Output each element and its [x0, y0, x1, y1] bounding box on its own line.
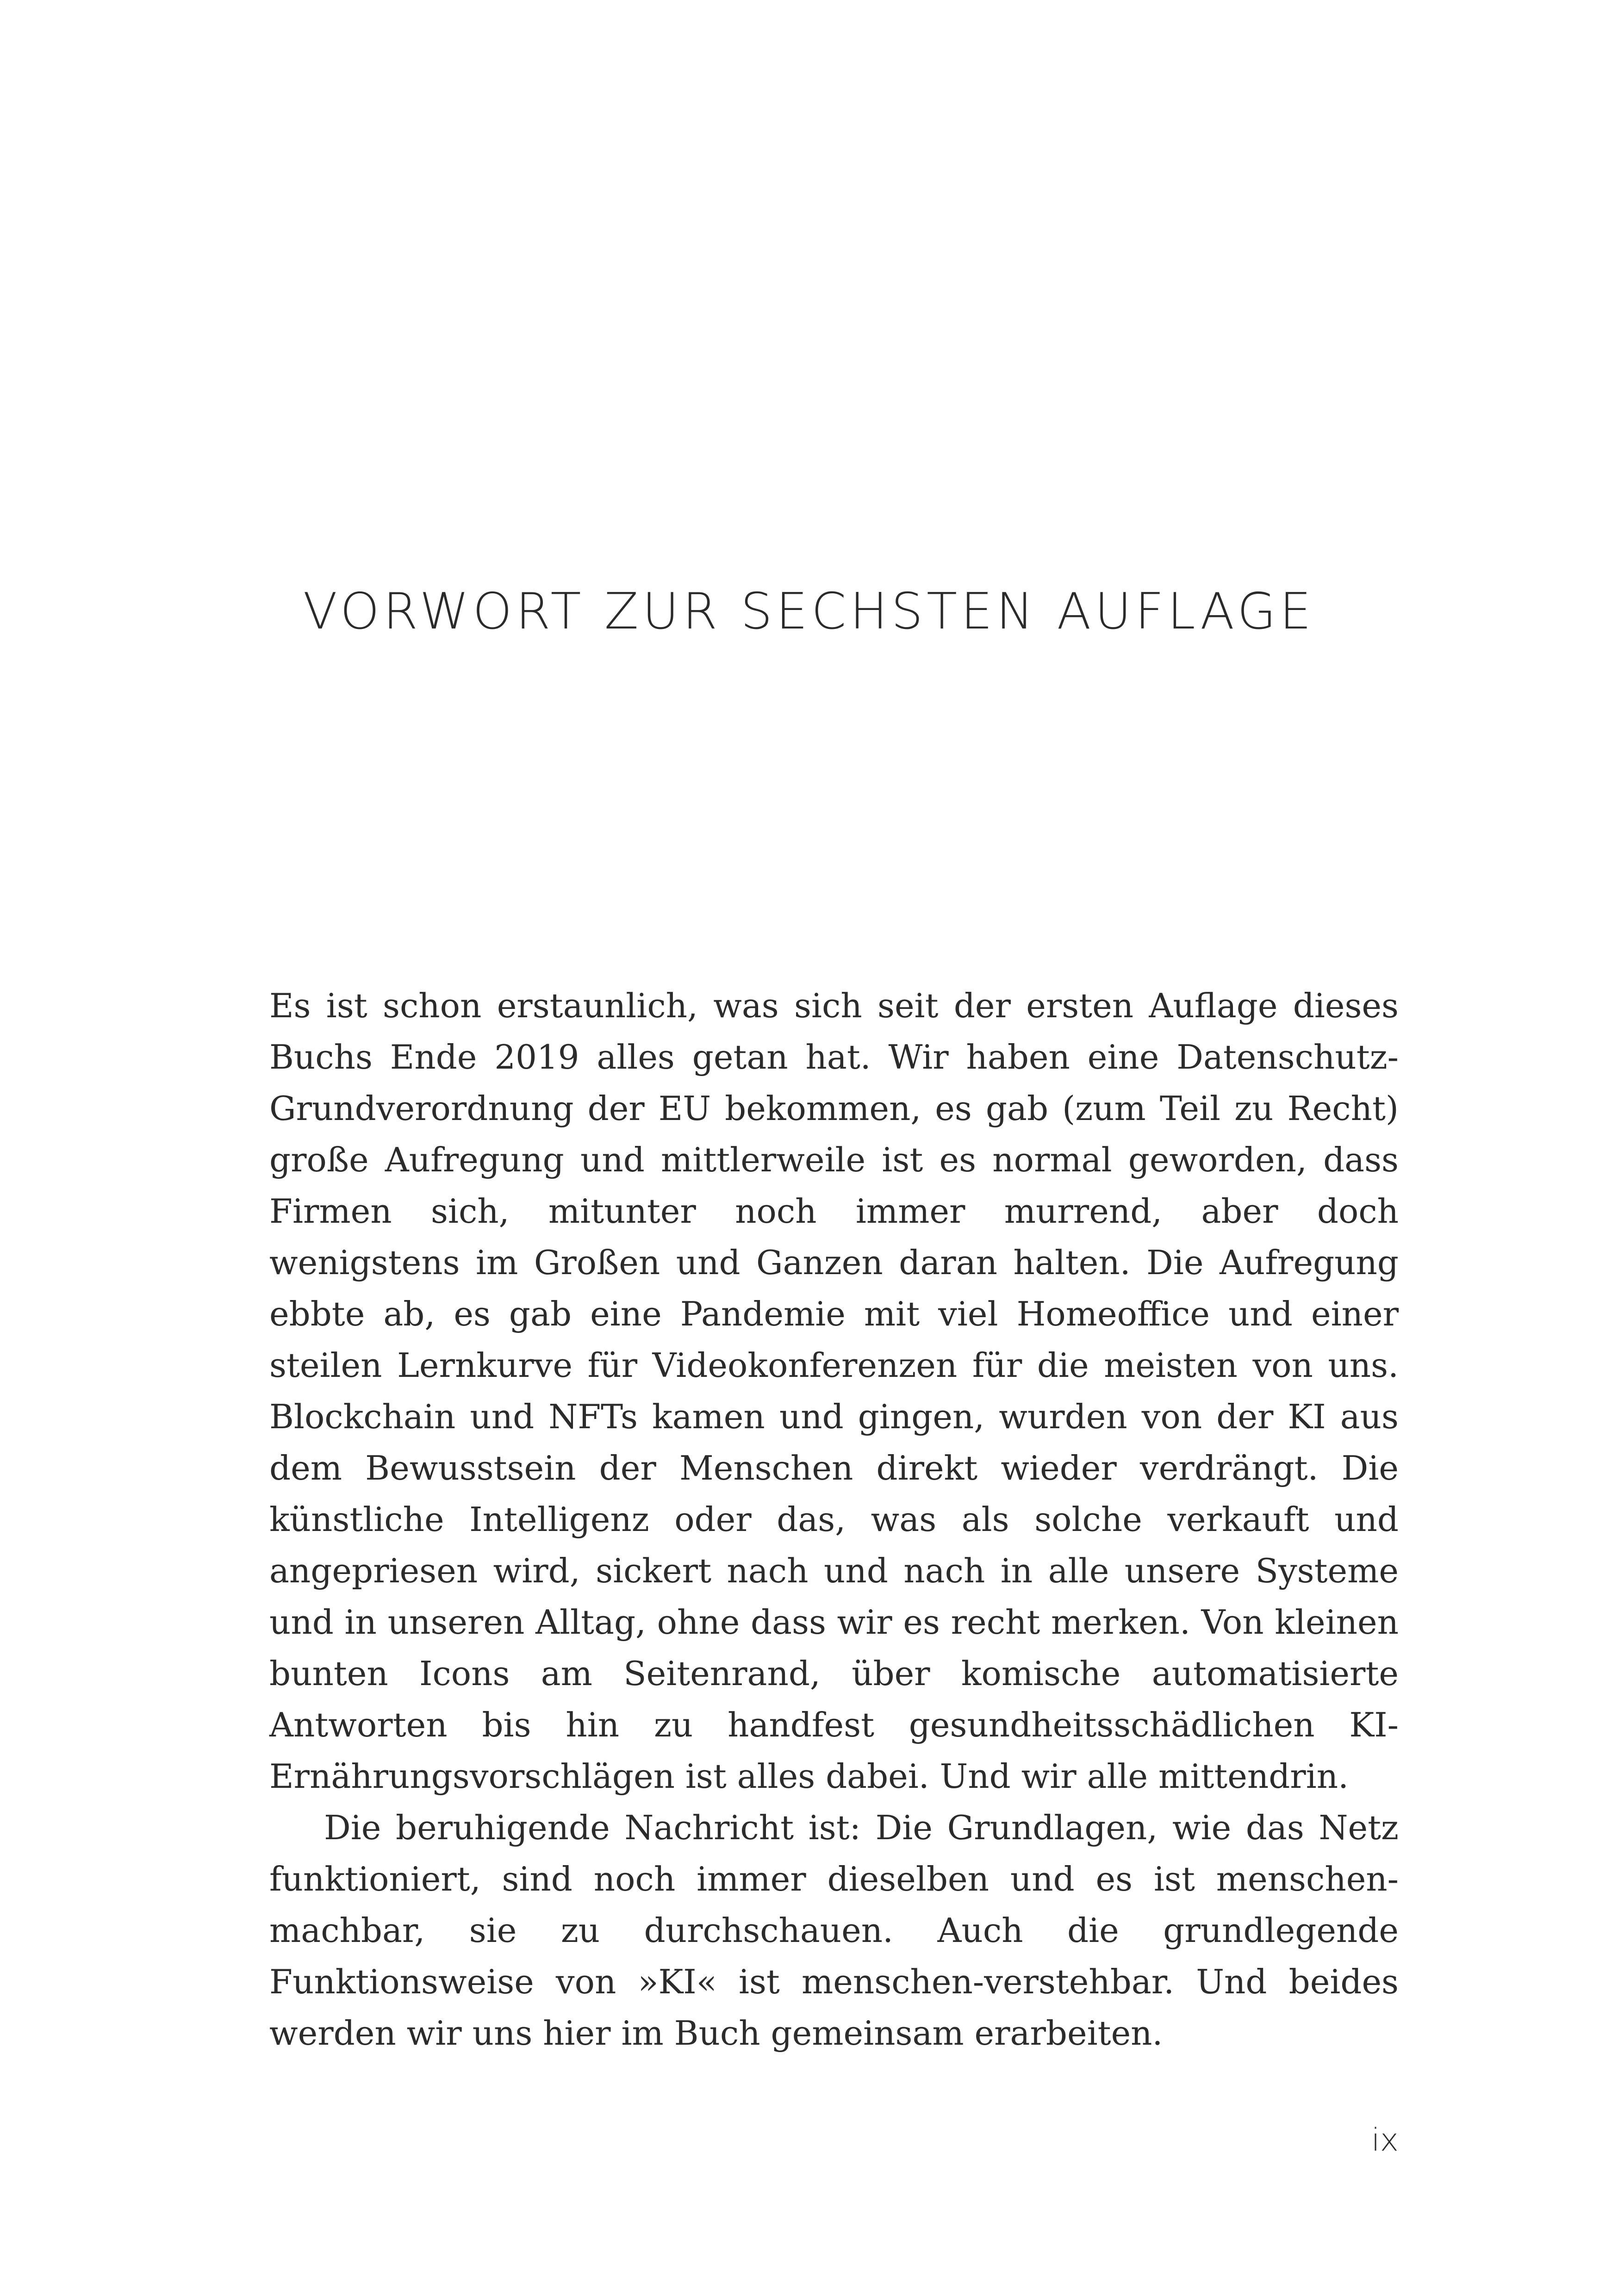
- body-text: [269, 980, 1399, 2059]
- paragraph-1: Es ist schon erstaunlich, was sich seit der ersten Auflage dieses Buchs Ende 2019 alles getan hat. Wir haben eine Datenschutz-Grundverordnung der EU bekommen, es gab (zum Teil zu Recht) große Aufregung und mittlerweile ist es normal geworden, dass Firmen sich, mitunter noch immer murrend, aber doch wenigstens im Großen und Ganzen daran halten. Die Aufregung ebbte ab, es gab eine Pandemie mit viel Homeoffice und einer steilen Lernkurve für Videokonferenzen für die meisten von uns. Blockchain und NFTs kamen und gingen, wurden von der KI aus dem Bewusstsein der Menschen direkt wieder verdrängt. Die künstliche Intelligenz oder das, was als solche verkauft und angepriesen wird, sickert nach und nach in alle unsere Systeme und in unseren Alltag, ohne dass wir es recht merken. Von kleinen bunten Icons am Seitenrand, über komische automatisierte Antworten bis hin zu handfest gesundheitsschädlichen KI-Ernährungsvorschlägen ist alles dabei. Und wir alle mittendrin.: [269, 986, 1399, 1796]
- page-number: ix: [1371, 2122, 1399, 2159]
- paragraph-2: Die beruhigende Nachricht ist: Die Grundlagen, wie das Netz funktioniert, sind noch immer dieselben und es ist menschen-machbar, sie zu durchschauen. Auch die grundlegende Funktionsweise von »KI« ist menschen-verstehbar. Und beides werden wir uns hier im Buch gemeinsam erarbeiten.: [269, 1808, 1399, 2053]
- chapter-title: VORWORT ZUR SECHSTEN AUFLAGE: [303, 583, 1315, 641]
